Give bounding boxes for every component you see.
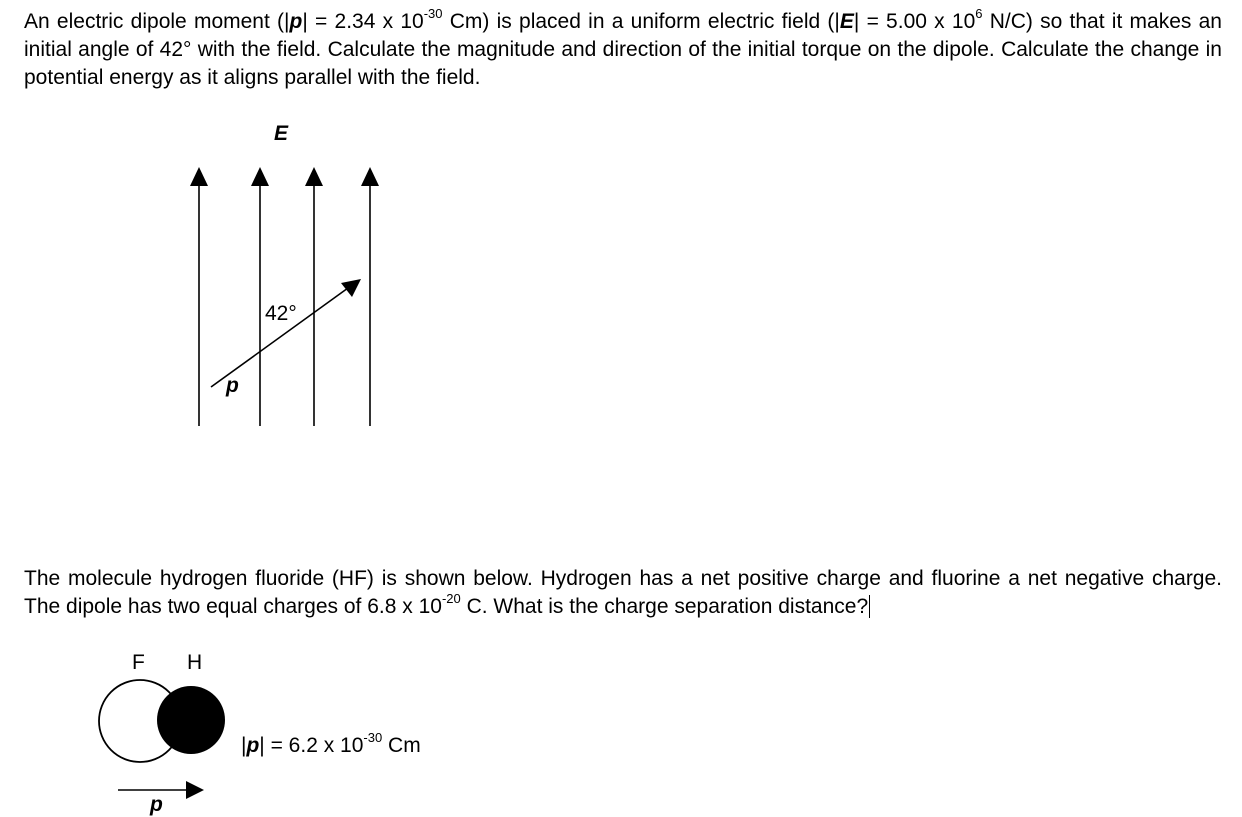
problem-2-text: [24, 565, 1222, 621]
dipole-symbol: p: [289, 10, 303, 33]
problem-1-text-part: An electric dipole moment (|: [24, 10, 290, 33]
text-cursor: [869, 595, 870, 618]
fluorine-label: F: [132, 651, 145, 674]
hydrogen-label: H: [187, 651, 203, 674]
arrow-head-icon: [186, 781, 204, 799]
problem-2-text-part: The molecule hydrogen fluoride (HF) is shown below. Hydrogen has a net positive charge and fluorine a net negative charge. The dipole has two equal charges of 6.8 x 10: [24, 567, 1222, 618]
arrow-head-icon: [190, 167, 208, 186]
field-symbol: E: [839, 10, 854, 33]
exponent: -20: [441, 591, 461, 606]
arrow-head-icon: [251, 167, 269, 186]
hydrogen-atom: [157, 686, 225, 754]
problem-1-text-part: N/C) so that it makes an initial angle of 42° with the field. Calculate the magnitude and direction of the initial torque on the dipole. Calculate the change in potential energy as it aligns parallel with the field.: [24, 10, 1222, 89]
exponent: -30: [363, 730, 383, 745]
dipole-symbol: p: [246, 734, 260, 757]
dipole-moment-value: [241, 730, 421, 758]
hf-molecule: [99, 680, 225, 799]
dipole-moment-part: Cm: [382, 734, 421, 757]
problem-1-text-part: | = 5.00 x 10: [853, 10, 976, 33]
exponent: 6: [975, 6, 983, 21]
angle-label: 42°: [265, 302, 297, 325]
dipole-moment-part: | = 6.2 x 10: [259, 734, 364, 757]
arrow-head-icon: [305, 167, 323, 186]
dipole-label: p: [150, 793, 163, 816]
dipole-moment-part: |: [241, 734, 247, 757]
problem-1-text-part: | = 2.34 x 10: [302, 10, 424, 33]
problem-1-text-part: Cm) is placed in a uniform electric field (|: [442, 10, 840, 33]
arrow-head-icon: [361, 167, 379, 186]
dipole-label: p: [226, 374, 239, 397]
exponent: -30: [423, 6, 443, 21]
problem-2-text-part: C. What is the charge separation distance?: [460, 595, 869, 618]
field-label: E: [274, 122, 289, 145]
arrow-head-icon: [341, 279, 361, 297]
